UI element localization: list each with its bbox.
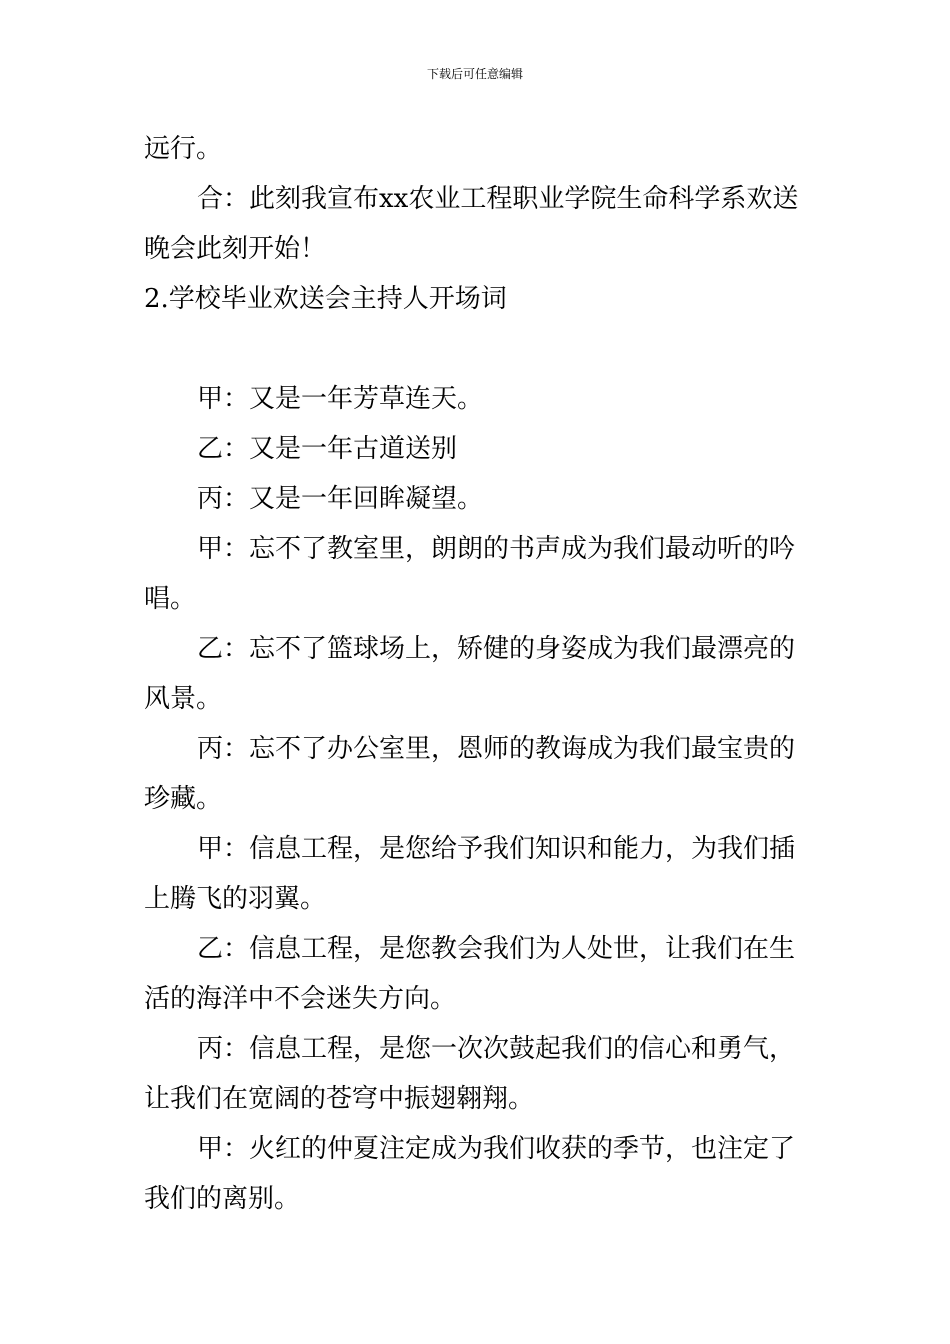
paragraph: 丙：信息工程，是您一次次鼓起我们的信心和勇气，让我们在宽阔的苍穹中振翅翱翔。 [144, 1034, 796, 1114]
section-heading: 2.学校毕业欢送会主持人开场词 [144, 284, 507, 314]
paragraph: 甲：又是一年芳草连天。 [197, 384, 484, 414]
paragraph: 远行。 [144, 134, 223, 164]
paragraph: 乙：忘不了篮球场上，矫健的身姿成为我们最漂亮的风景。 [144, 634, 796, 714]
document-body [144, 124, 812, 1224]
paragraph: 甲：忘不了教室里，朗朗的书声成为我们最动听的吟唱。 [144, 534, 796, 614]
paragraph: 甲：信息工程，是您给予我们知识和能力，为我们插上腾飞的羽翼。 [144, 834, 796, 914]
paragraph: 甲：火红的仲夏注定成为我们收获的季节，也注定了我们的离别。 [144, 1134, 796, 1214]
page-header: 下载后可任意编辑 [426, 67, 523, 81]
paragraph: 丙：忘不了办公室里，恩师的教诲成为我们最宝贵的珍藏。 [144, 734, 796, 814]
paragraph: 乙：信息工程，是您教会我们为人处世，让我们在生活的海洋中不会迷失方向。 [144, 934, 796, 1014]
paragraph: 丙：又是一年回眸凝望。 [197, 484, 484, 514]
blank-line [144, 324, 812, 374]
paragraph: 乙：又是一年古道送别 [197, 434, 458, 464]
paragraph: 合：此刻我宣布xx农业工程职业学院生命科学系欢送晚会此刻开始！ [144, 184, 799, 264]
